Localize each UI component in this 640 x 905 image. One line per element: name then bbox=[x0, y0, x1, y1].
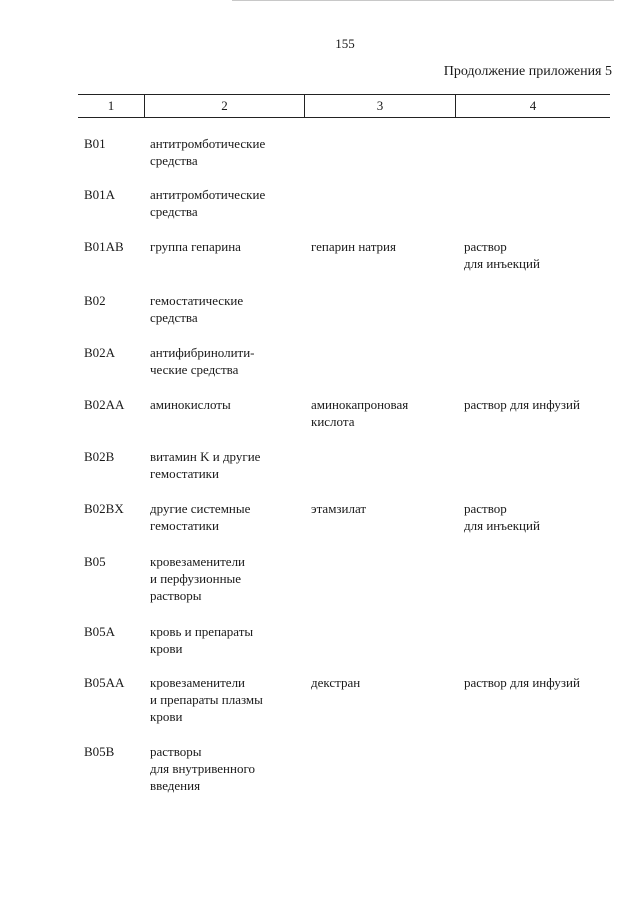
form-text: для инъекций bbox=[464, 256, 540, 271]
group-cell bbox=[150, 396, 300, 413]
group-text: ческие средства bbox=[150, 362, 239, 377]
group-cell bbox=[150, 743, 300, 794]
code-cell bbox=[84, 186, 144, 203]
scan-top-rule bbox=[232, 0, 614, 1]
group-text: кровезаменители bbox=[150, 675, 246, 690]
form-cell bbox=[464, 674, 614, 691]
column-header-1: 1 bbox=[107, 98, 115, 113]
code-cell bbox=[84, 396, 144, 413]
group-text: кровезаменители bbox=[150, 554, 246, 569]
code-text: B05AA bbox=[84, 675, 125, 690]
column-header-3: 3 bbox=[376, 98, 384, 113]
group-text: гемостатики bbox=[150, 518, 219, 533]
group-text: средства bbox=[150, 153, 198, 168]
code-text: B02AA bbox=[84, 397, 125, 412]
group-text: для внутривенного bbox=[150, 761, 255, 776]
group-cell bbox=[150, 135, 300, 169]
form-text: раствор bbox=[464, 501, 507, 516]
code-text: B02 bbox=[84, 293, 106, 308]
group-text: гемостатические bbox=[150, 293, 244, 308]
group-text: витамин K и другие bbox=[150, 449, 261, 464]
drug-cell bbox=[311, 500, 459, 517]
page-number: 155 bbox=[335, 36, 355, 51]
code-text: B02B bbox=[84, 449, 115, 464]
drug-cell bbox=[311, 674, 459, 691]
code-text: B05B bbox=[84, 744, 115, 759]
group-text: крови bbox=[150, 709, 183, 724]
code-cell bbox=[84, 344, 144, 361]
form-cell bbox=[464, 396, 614, 413]
form-text: раствор bbox=[464, 239, 507, 254]
code-cell bbox=[84, 623, 144, 640]
form-cell bbox=[464, 500, 614, 534]
code-cell bbox=[84, 238, 144, 255]
group-text: введения bbox=[150, 778, 201, 793]
group-cell bbox=[150, 623, 300, 657]
code-cell bbox=[84, 135, 144, 152]
group-text: крови bbox=[150, 641, 183, 656]
code-text: B02BX bbox=[84, 501, 124, 516]
code-cell bbox=[84, 500, 144, 517]
code-cell bbox=[84, 448, 144, 465]
code-cell bbox=[84, 292, 144, 309]
table-header bbox=[78, 94, 610, 118]
group-text: растворы bbox=[150, 588, 202, 603]
group-cell bbox=[150, 553, 300, 604]
group-text: и препараты плазмы bbox=[150, 692, 263, 707]
group-cell bbox=[150, 292, 300, 326]
group-text: антифибринолити- bbox=[150, 345, 255, 360]
group-text: и перфузионные bbox=[150, 571, 242, 586]
continuation-label: Продолжение приложения 5 bbox=[443, 64, 612, 79]
drug-text: кислота bbox=[311, 414, 355, 429]
group-cell bbox=[150, 344, 300, 378]
code-cell bbox=[84, 743, 144, 760]
group-text: группа гепарина bbox=[150, 239, 241, 254]
group-text: средства bbox=[150, 204, 198, 219]
code-cell bbox=[84, 553, 144, 570]
group-cell bbox=[150, 186, 300, 220]
group-text: антитромботические bbox=[150, 136, 266, 151]
column-header-2: 2 bbox=[221, 98, 228, 113]
form-text: раствор для инфузий bbox=[464, 675, 580, 690]
drug-text: этамзилат bbox=[311, 501, 367, 516]
group-text: кровь и препараты bbox=[150, 624, 254, 639]
drug-text: декстран bbox=[311, 675, 361, 690]
code-text: B05 bbox=[84, 554, 106, 569]
group-cell bbox=[150, 500, 300, 534]
form-cell bbox=[464, 238, 614, 272]
drug-text: аминокапроновая bbox=[311, 397, 409, 412]
group-text: растворы bbox=[150, 744, 202, 759]
group-text: гемостатики bbox=[150, 466, 219, 481]
code-text: B01A bbox=[84, 187, 116, 202]
group-text: аминокислоты bbox=[150, 397, 231, 412]
code-text: B01AB bbox=[84, 239, 124, 254]
code-text: B01 bbox=[84, 136, 106, 151]
group-text: антитромботические bbox=[150, 187, 266, 202]
group-cell bbox=[150, 674, 300, 725]
drug-cell bbox=[311, 396, 459, 430]
code-text: B02A bbox=[84, 345, 116, 360]
drug-text: гепарин натрия bbox=[311, 239, 396, 254]
form-text: раствор для инфузий bbox=[464, 397, 580, 412]
group-cell bbox=[150, 448, 300, 482]
form-text: для инъекций bbox=[464, 518, 540, 533]
column-header-4: 4 bbox=[529, 98, 537, 113]
code-text: B05A bbox=[84, 624, 116, 639]
code-cell bbox=[84, 674, 144, 691]
group-cell bbox=[150, 238, 300, 255]
group-text: средства bbox=[150, 310, 198, 325]
group-text: другие системные bbox=[150, 501, 251, 516]
drug-cell bbox=[311, 238, 459, 255]
